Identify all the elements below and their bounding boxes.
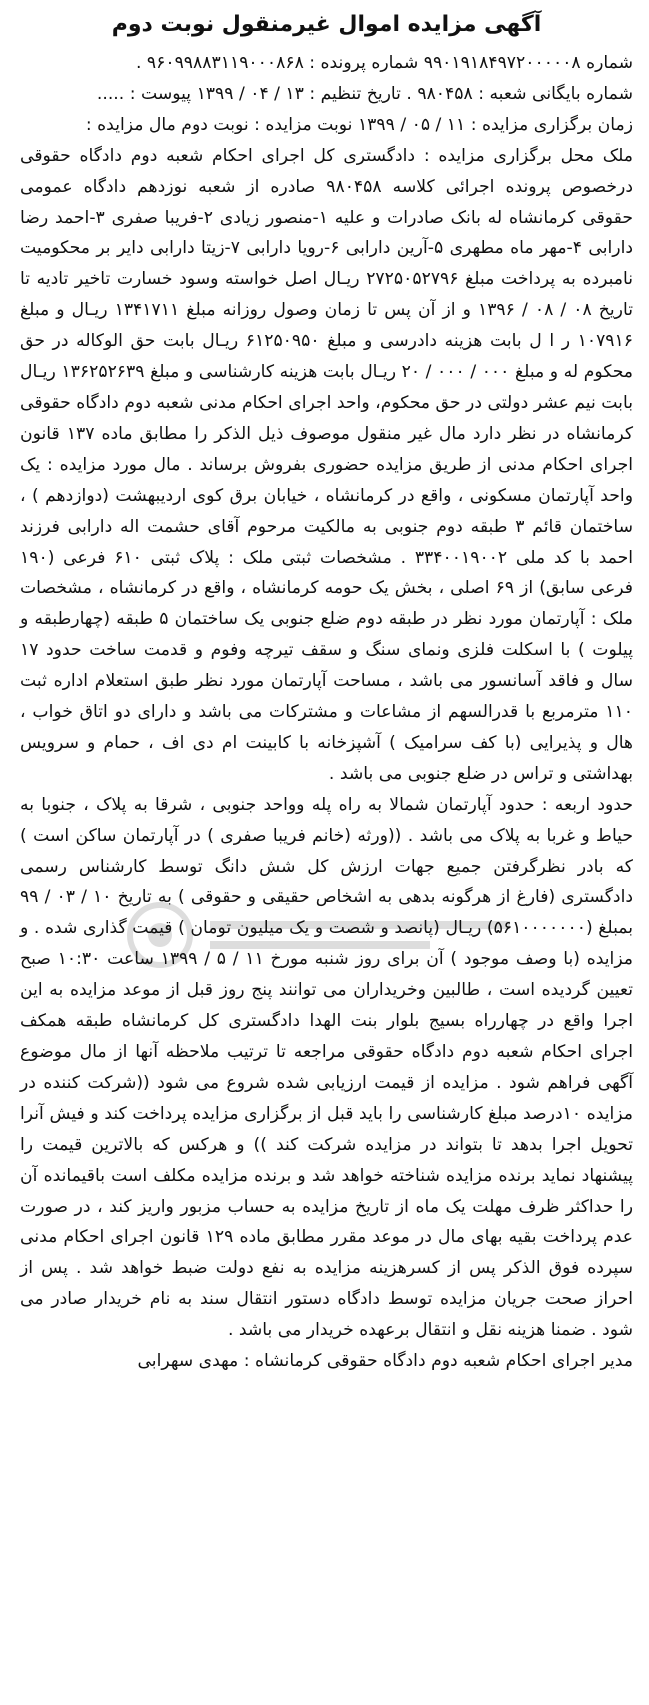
header-line-case-number: شماره ۹۹۰۱۹۱۸۴۹۷۲۰۰۰۰۰۸ شماره پرونده : ۹۶۰۹۹۸۸۳۱۱۹۰۰۰۸۶۸ . [135, 53, 633, 73]
notice-title: آگهی مزایده اموال غیرمنقول نوبت دوم [111, 12, 542, 37]
notice-body-auction-terms: حدود اربعه : حدود آپارتمان شمالا به راه پله وواحد جنوبی ، شرقا به پلاک ، جنوبا به حیاط و غربا به پلاک می باشد . ((ورثه (خانم فریبا صفری ) در آپارتمان ساکن است ) که بادر نظرگرفتن جمیع جهات ارزش کل شش دانگ توسط کارشناس رسمی دادگستری (فارغ از هرگونه بدهی به اشخاص حقیقی و حقوقی ) به تاریخ ۱۰ / ۰۳ / ۹۹ بمبلغ (۵۶۱۰۰۰۰۰۰۰) ریـال (پانصد و شصت و یک میلیون تومان ) قیمت گذاری شده . و مزایده (با وصف موجود ) آن برای روز شنبه مورخ ۱۱ / ۵ / ۱۳۹۹ ساعت ۱۰:۳۰ صبح تعیین گردیده است ، طالبین وخریداران می توانند پنج روز قبل از موعد مزایده به این اجرا واقع در چهارراه بسیج بلوار بنت الهدا دادگستری کل کرمانشاه طبقه همکف اجرای احکام شعبه دوم دادگاه حقوقی مراجعه تا ترتیب ملاحظه آنها از مال موضوع آگهی فراهم شود . مزایده از قیمت ارزیابی شده شروع می شود ((شرکت کننده در مزایده ۱۰درصد مبلغ کارشناسی را باید قبل از برگزاری مزایده پرداخت کند و فیش آنرا تحویل اجرا بدهد تا بتواند در مزایده شرکت کند )) و هرکس که بالاترین قیمت را پیشنهاد نماید برنده مزایده شناخته خواهد شد و برنده مزایده مکلف است باقیمانده آن را حداکثر ظرف مهلت یک ماه از تاریخ مزایده به حساب مزبور واریز کند ، در صورت عدم پرداخت بقیه بهای مال در موعد مقرر مطابق ماده ۱۲۹ قانون اجرای احکام مدنی سپرده فوق الذکر پس از کسرهزینه مزایده به نفع دولت ضبط خواهد شد . پس از احراز صحت جریان مزایده توسط دادگاه دستور انتقال سند به نام خریدار صادر می شود . ضمنا هزینه نقل و انتقال برعهده خریدار می باشد . [20, 794, 634, 1341]
header-line-archive-number: شماره بایگانی شعبه : ۹۸۰۴۵۸ . تاریخ تنظیم : ۱۳ / ۰۴ / ۱۳۹۹ پیوست : ..... [96, 83, 633, 104]
header-line-auction-time: زمان برگزاری مزایده : ۱۱ / ۰۵ / ۱۳۹۹ نوبت مزایده : نوبت دوم مال مزایده : [85, 114, 633, 135]
notice-signature: مدیر اجرای احکام شعبه دوم دادگاه حقوقی کرمانشاه : مهدی سهرابی [137, 1351, 633, 1372]
notice-body-property-description: ملک محل برگزاری مزایده : دادگستری کل اجرای احکام شعبه دوم دادگاه حقوقی درخصوص پرونده اجرائی کلاسه ۹۸۰۴۵۸ صادره از شعبه نوزدهم دادگاه عمومی حقوقی کرمانشاه له بانک صادرات و علیه ۱-منصور زیادی ۲-فریبا صفری ۳-احمد رضا دارابی ۴-مهر ماه مطهری ۵-آرین دارابی ۶-رویا دارابی ۷-زیتا دارابی دایر بر محکومیت نامبرده به پرداخت مبلغ ۲۷۲۵۰۵۲۷۹۶ ریـال اصل خواسته وسود خسارت تاخیر تادیه تا تاریخ ۰۸ / ۰۸ / ۱۳۹۶ و از آن پس تا زمان وصول روزانه مبلغ ۱۳۴۱۷۱۱ ریـال و مبلغ ۱۰۷۹۱۶ ر ا ل بابت هزینه دادرسی و مبلغ ۶۱۲۵۰۹۵۰ ریـال بابت حق الوکاله در حق محکوم له و مبلغ ۰۰۰ / ۰۰۰ / ۲۰ ریـال بابت هزینه کارشناسی و مبلغ ۱۳۶۲۵۲۶۳۹ ریـال بابت نیم عشر دولتی در حق محکوم، واحد اجرای احکام مدنی شعبه دوم دادگاه حقوقی کرمانشاه در نظر دارد مال غیر منقول موصوف ذیل الذکر را مطابق ماده ۱۳۷ قانون اجرای احکام مدنی از طریق مزایده حضوری بفروش برساند . مال مورد مزایده : یک واحد آپارتمان مسکونی ، واقع در کرمانشاه ، خیابان برق کوی اردیبهشت (دوازدهم ) ، ساختمان قائم ۳ طبقه دوم جنوبی به مالکیت مرحوم آقای حشمت اله دارابی فرزند احمد با کد ملی ۳۳۴۰۰۱۹۰۰۲ . مشخصات ثبتی ملک : پلاک ثبتی ۶۱۰ فرعی (۱۹۰ فرعی سابق) از ۶۹ اصلی ، بخش یک حومه کرمانشاه ، واقع در کرمانشاه ، مشخصات ملک : آپارتمان مورد نظر در طبقه دوم ضلع جنوبی یک ساختمان ۵ طبقه (چهارطبقه و پیلوت ) با اسکلت فلزی ونمای سنگ و سقف تیرچه وفوم و قدمت ساخت حدود ۱۷ سال و فاقد آسانسور می باشد ، مساحت آپارتمان مورد نظر طبق استعلام اداره ثبت ۱۱۰ مترمربع با قدرالسهم از مشاعات و مشترکات می باشد و دارای دو اتاق خواب ، هال و پذیرایی (با کف سرامیک ) آشپزخانه با کابینت ام دی اف ، حمام و سرویس بهداشتی و تراس در ضلع جنوبی می باشد . [20, 145, 634, 784]
